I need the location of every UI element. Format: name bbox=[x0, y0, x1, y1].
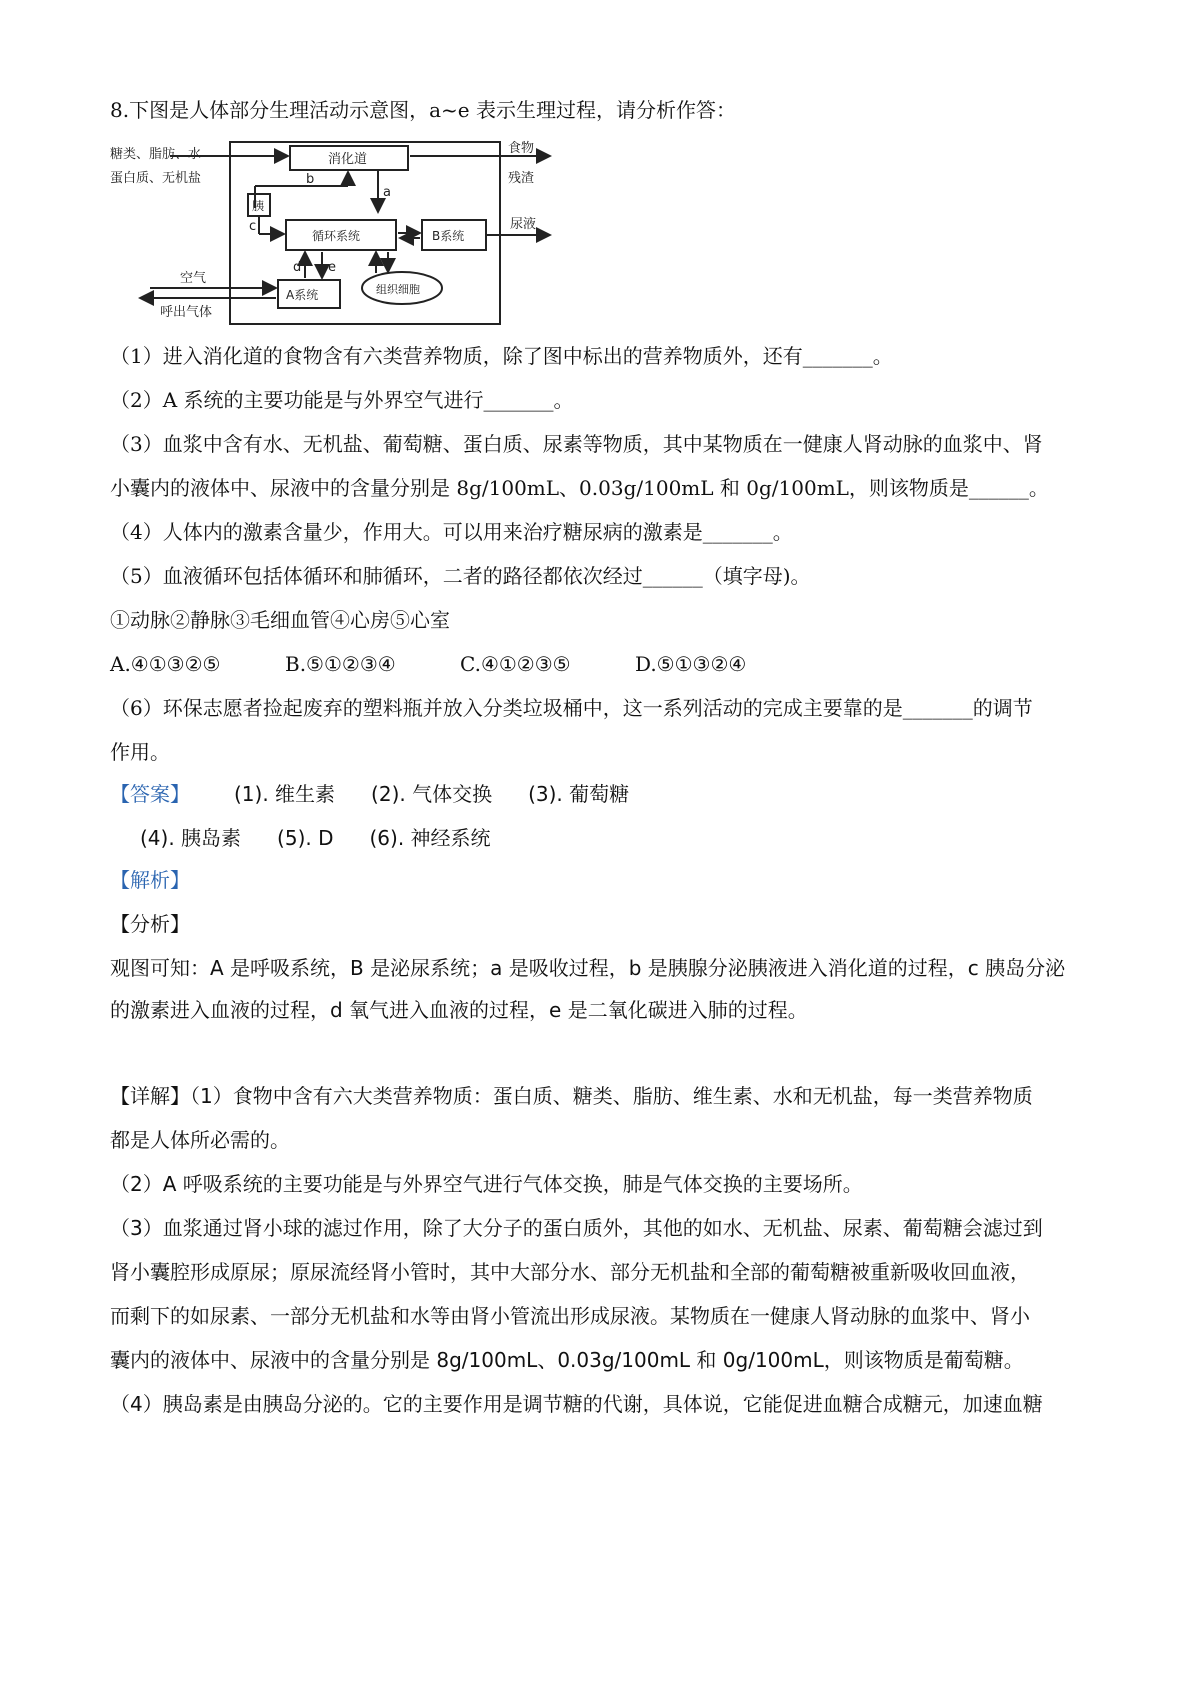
option-d: D.⑤①③②④ bbox=[635, 652, 747, 676]
diagram-e: e bbox=[328, 260, 336, 275]
diagram-b: b bbox=[306, 172, 315, 187]
diagram-c: c bbox=[249, 219, 257, 234]
diagram-inputs-2: 蛋白质、无机盐 bbox=[110, 171, 202, 186]
detail-1-line1 bbox=[110, 1082, 1033, 1110]
detail-3-line3: 而剩下的如尿素、一部分无机盐和水等由肾小管流出形成尿液。某物质在一健康人肾动脉的血浆中、肾小 bbox=[110, 1304, 1030, 1328]
fenxi-line2: 的激素进入血液的过程，d 氧气进入血液的过程，e 是二氧化碳进入肺的过程。 bbox=[110, 998, 808, 1022]
options-row bbox=[110, 650, 810, 678]
answer-tag: 【答案】 bbox=[110, 782, 190, 806]
detail-3-line4: 囊内的液体中、尿液中的含量分别是 8g/100mL、0.03g/100mL 和 0g/100mL，则该物质是葡萄糖。 bbox=[110, 1348, 1024, 1372]
diagram-urine: 尿液 bbox=[510, 217, 537, 232]
diagram-food: 食物 bbox=[508, 141, 535, 156]
detail-3-line2: 肾小囊腔形成原尿；原尿流经肾小管时，其中大部分水、部分无机盐和全部的葡萄糖被重新吸收回血液， bbox=[110, 1260, 1030, 1284]
answer-3: (3). 葡萄糖 bbox=[528, 782, 630, 806]
answer-1: (1). 维生素 bbox=[234, 782, 336, 806]
detail-1-text: （1）食物中含有六大类营养物质：蛋白质、糖类、脂肪、维生素、水和无机盐，每一类营养物质 bbox=[190, 1084, 1033, 1108]
answer-row-2 bbox=[140, 824, 527, 852]
detail-tag: 【详解】 bbox=[110, 1084, 190, 1108]
diagram-inputs-1: 糖类、脂肪、水 bbox=[110, 147, 202, 162]
diagram-d: d bbox=[293, 260, 302, 275]
option-b: B.⑤①②③④ bbox=[285, 652, 396, 676]
diagram-exhaled: 呼出气体 bbox=[160, 305, 213, 320]
detail-2: （2）A 呼吸系统的主要功能是与外界空气进行气体交换，肺是气体交换的主要场所。 bbox=[110, 1172, 863, 1196]
analysis-tag: 【解析】 bbox=[110, 868, 190, 892]
item-3-line2: 小囊内的液体中、尿液中的含量分别是 8g/100mL、0.03g/100mL 和 0g/100mL，则该物质是______。 bbox=[110, 476, 1049, 500]
option-c: C.④①②③⑤ bbox=[460, 652, 571, 676]
answer-6: (6). 神经系统 bbox=[369, 826, 491, 850]
item-1: （1）进入消化道的食物含有六类营养物质，除了图中标出的营养物质外，还有_______。 bbox=[110, 344, 893, 368]
answer-row-1 bbox=[110, 780, 665, 808]
item-5-choices: ①动脉②静脉③毛细血管④心房⑤心室 bbox=[110, 608, 450, 632]
diagram-a: a bbox=[383, 185, 391, 200]
item-3-line1: （3）血浆中含有水、无机盐、葡萄糖、蛋白质、尿素等物质，其中某物质在一健康人肾动脉的血浆中、肾 bbox=[110, 432, 1043, 456]
item-4: （4）人体内的激素含量少，作用大。可以用来治疗糖尿病的激素是_______。 bbox=[110, 520, 793, 544]
detail-1-line2: 都是人体所必需的。 bbox=[110, 1128, 290, 1152]
diagram-circulatory: 循环系统 bbox=[312, 229, 361, 243]
diagram-residue: 残渣 bbox=[508, 171, 535, 186]
diagram-air: 空气 bbox=[180, 271, 207, 286]
fenxi-line1: 观图可知：A 是呼吸系统，B 是泌尿系统；a 是吸收过程，b 是胰腺分泌胰液进入消化道的过程，c 胰岛分泌 bbox=[110, 956, 1066, 980]
detail-3-line1: （3）血浆通过肾小球的滤过作用，除了大分子的蛋白质外，其他的如水、无机盐、尿素、葡萄糖会滤过到 bbox=[110, 1216, 1043, 1240]
answer-4: (4). 胰岛素 bbox=[140, 826, 242, 850]
item-5: （5）血液循环包括体循环和肺循环，二者的路径都依次经过______（填字母)。 bbox=[110, 564, 811, 588]
detail-4-line1: （4）胰岛素是由胰岛分泌的。它的主要作用是调节糖的代谢，具体说，它能促进血糖合成糖元，加速血糖 bbox=[110, 1392, 1043, 1416]
fenxi-tag: 【分析】 bbox=[110, 912, 190, 936]
diagram-b-system: B系统 bbox=[432, 229, 465, 243]
option-a: A.④①③②⑤ bbox=[110, 652, 221, 676]
answer-2: (2). 气体交换 bbox=[371, 782, 493, 806]
answer-5: (5). D bbox=[277, 826, 334, 850]
diagram-tissue: 组织细胞 bbox=[376, 283, 420, 296]
item-6-line2: 作用。 bbox=[110, 740, 170, 764]
question-stem: 8.下图是人体部分生理活动示意图，a~e 表示生理过程，请分析作答： bbox=[110, 98, 736, 122]
item-2: （2）A 系统的主要功能是与外界空气进行_______。 bbox=[110, 388, 574, 412]
physiology-diagram bbox=[110, 138, 560, 330]
diagram-a-system: A系统 bbox=[286, 288, 319, 302]
item-6-line1: （6）环保志愿者捡起废弃的塑料瓶并放入分类垃圾桶中，这一系列活动的完成主要靠的是_______的调节 bbox=[110, 696, 1033, 720]
diagram-digestive: 消化道 bbox=[328, 152, 368, 167]
diagram-pancreas: 胰 bbox=[252, 199, 265, 213]
